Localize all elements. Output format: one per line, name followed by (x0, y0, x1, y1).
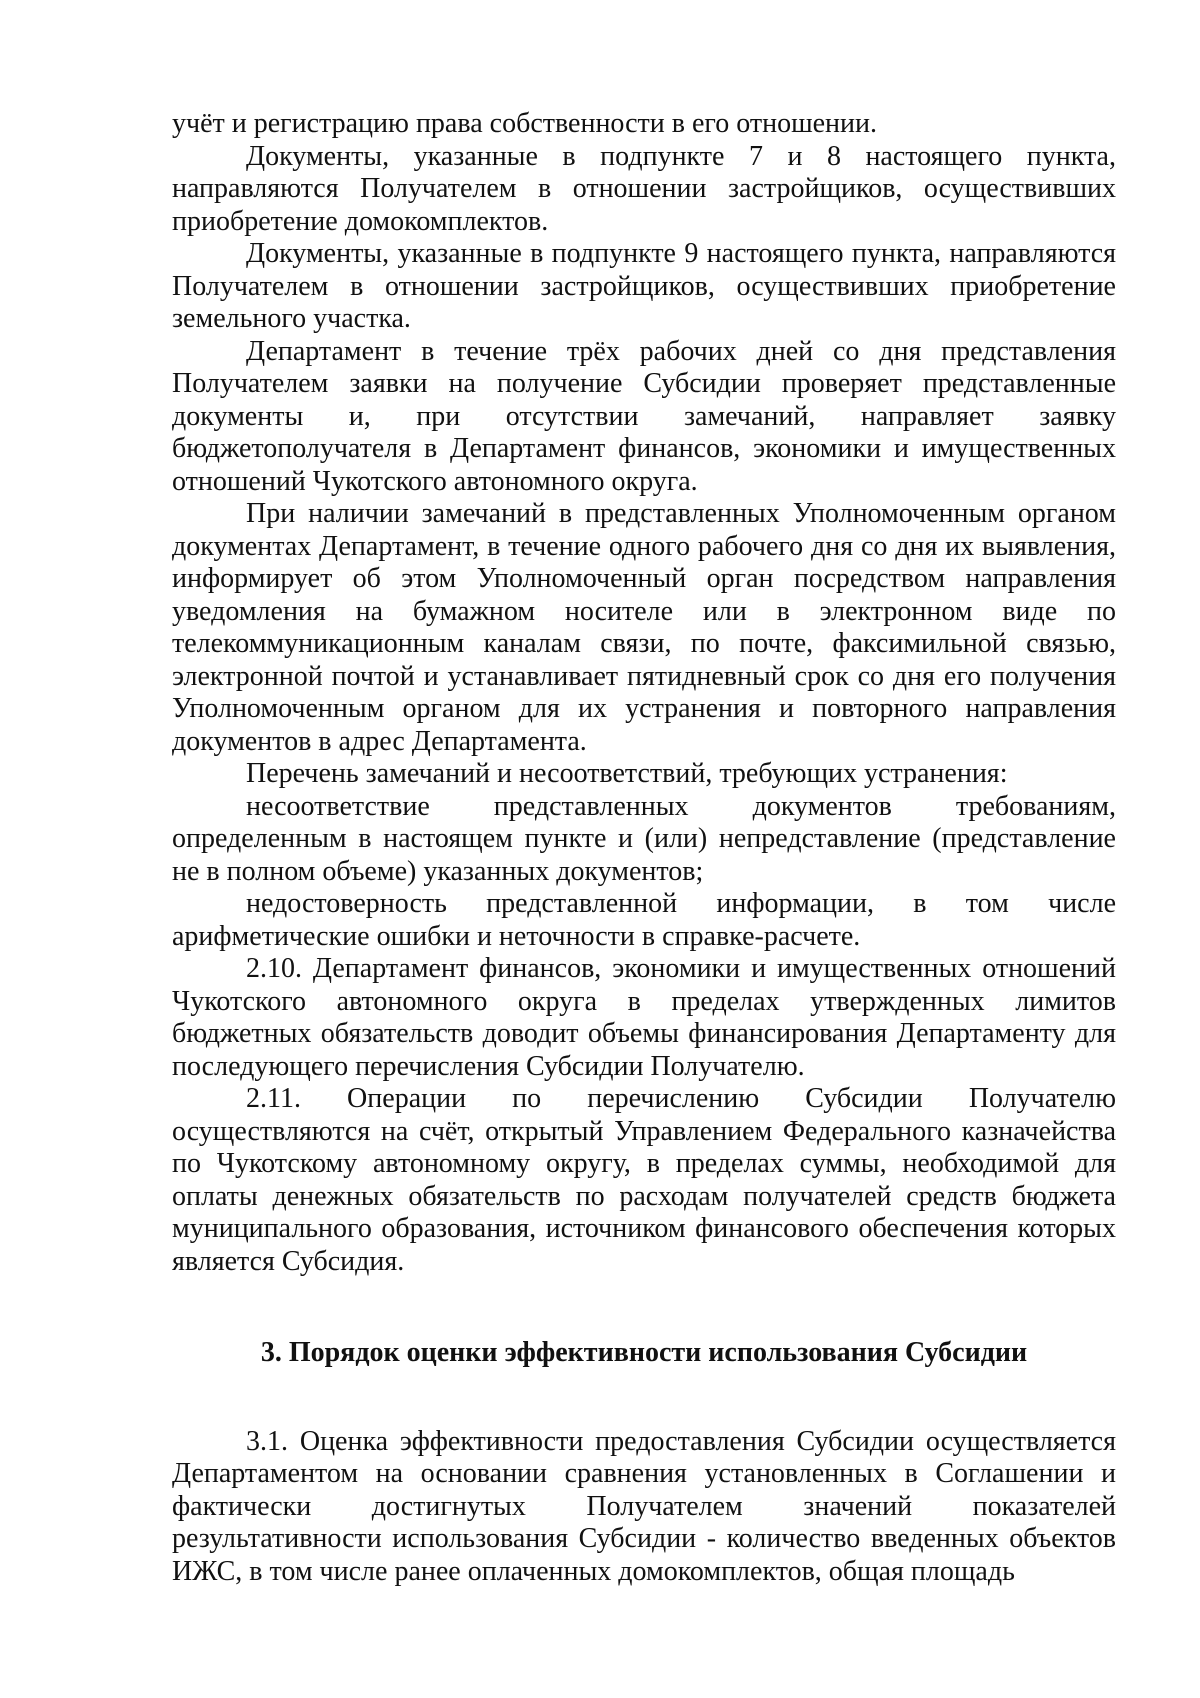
document-page (172, 108, 1116, 1588)
paragraph: Департамент в течение трёх рабочих дней со дня представления Получателем заявки на получение Субсидии проверяет представленные документы и, при отсутствии замечаний, направляет заявку бюджетополучателя в Департамент финансов, экономики и имущественных отношений Чукотского автономного округа. (172, 335, 1116, 497)
paragraph: Документы, указанные в подпункте 7 и 8 настоящего пункта, направляются Получателем в отношении застройщиков, осуществивших приобретение домокомплектов. (172, 140, 1116, 237)
list-item-paragraph: недостоверность представленной информации, в том числе арифметические ошибки и неточности в справке-расчете. (172, 888, 1116, 952)
paragraph: При наличии замечаний в представленных Уполномоченным органом документах Департамент, в течение одного рабочего дня со дня их выявления, информирует об этом Уполномоченный орган посредством направления уведомления на бумажном носителе или в электронном виде по телекоммуникационным каналам связи, по почте, факсимильной связью, электронной почтой и устанавливает пятидневный срок со дня его получения Уполномоченным органом для их устранения и повторного направления документов в адрес Департамента. (172, 498, 1116, 757)
clause-2-11: 2.11. Операции по перечислению Субсидии Получателю осуществляются на счёт, открытый Управлением Федерального казначейства по Чукотскому автономному округу, в пределах суммы, необходимой для оплаты денежных обязательств по расходам получателей средств бюджета муниципального образования, источником финансового обеспечения которых является Субсидия. (172, 1083, 1116, 1277)
section-heading: 3. Порядок оценки эффективности использования Субсидии (260, 1337, 1028, 1368)
paragraph: Перечень замечаний и несоответствий, требующих устранения: (246, 758, 1008, 789)
paragraph: Документы, указанные в подпункте 9 настоящего пункта, направляются Получателем в отношении застройщиков, осуществивших приобретение земельного участка. (172, 238, 1116, 334)
list-item-paragraph: несоответствие представленных документов требованиям, определенным в настоящем пункте и (или) непредставление (представление не в полном объеме) указанных документов; (172, 790, 1116, 887)
clause-2-10: 2.10. Департамент финансов, экономики и имущественных отношений Чукотского автономного округа в пределах утвержденных лимитов бюджетных обязательств доводит объемы финансирования Департаменту для последующего перечисления Субсидии Получателю. (172, 953, 1116, 1082)
paragraph: учёт и регистрацию права собственности в его отношении. (172, 108, 878, 139)
clause-3-1: 3.1. Оценка эффективности предоставления Субсидии осуществляется Департаментом на основании сравнения установленных в Соглашении и фактически достигнутых Получателем значений показателей результативности использования Субсидии - количество введенных объектов ИЖС, в том числе ранее оплаченных домокомплектов, общая площадь (172, 1425, 1116, 1587)
